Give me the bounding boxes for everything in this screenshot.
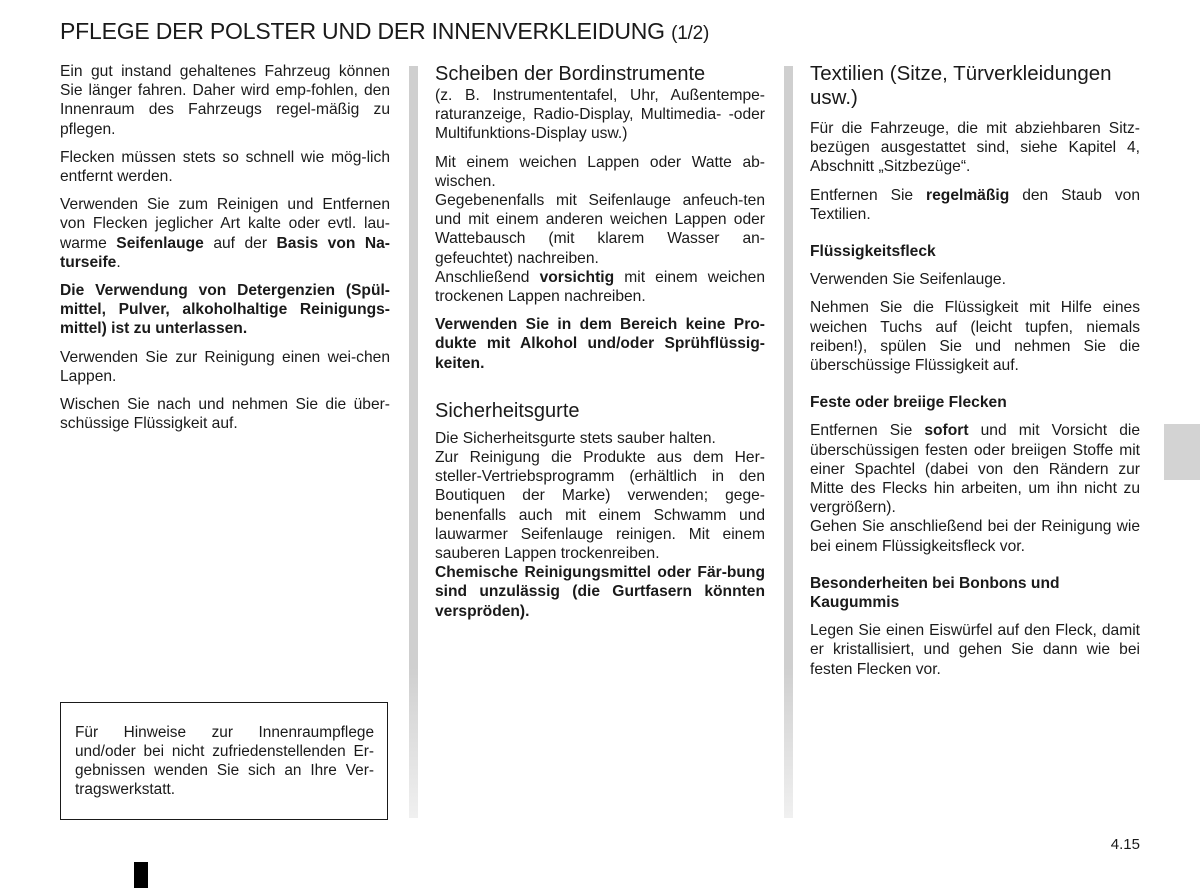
page-number: 4.15 [1110,836,1140,853]
heading-seat-belts: Sicherheitsgurte [435,399,580,422]
text-run: Anschließend [435,268,540,286]
note-box: Für Hinweise zur Innenraumpflege und/oder bei nicht zufriedenstellenden Er-gebnissen wenden Sie sich an Ihre Ver-tragswerkstatt. [60,702,388,820]
column-divider [409,66,418,818]
text-run: . [116,253,121,271]
heading-solid-stain: Feste oder breiige Flecken [810,394,1007,412]
seat-covers-paragraph: Für die Fahrzeuge, die mit abziehbaren Sitz-bezügen ausgestattet sind, siehe Kapitel 4, Abschnitt „Sitzbezüge“. [810,120,1140,176]
column-textiles [810,62,1140,688]
dab-paragraph: Nehmen Sie die Flüssigkeit mit Hilfe eines weichen Tuchs auf (leicht tupfen, niemals reiben!), spülen Sie und nehmen Sie die überschüssige Flüssigkeit auf. [810,299,1140,375]
bold-run: Basis von Na-turseife [60,234,391,271]
ice-cube-paragraph: Legen Sie einen Eiswürfel auf den Fleck, damit er kristallisiert, und gehen Sie dann wie bei festen Flecken vor. [810,622,1140,678]
bold-run: Seifenlauge [116,234,204,252]
text-run: mit einem weichen trockenen Lappen nachreiben. [435,268,765,306]
heading-liquid-stain: Flüssigkeitsfleck [810,243,936,261]
text-run: auf der [203,234,277,252]
heading-instrument-screens: Scheiben der Bordinstrumente [435,63,706,85]
bold-run: sofort [924,422,969,440]
text-run: den Staub von Textilien. [810,186,1140,223]
wipe-instruction: Mit einem weichen Lappen oder Watte ab-wischen. [435,153,765,190]
spatula-paragraph [810,421,1140,517]
title-part: (1/2) [671,23,710,44]
stains-paragraph: Flecken müssen stets so schnell wie mög-lich entfernt werden. [60,148,390,186]
text-run: Verwenden Sie zum Reinigen und Entfernen von Flecken jeglicher Art kalte oder evtl. lau-warme [60,196,390,252]
heading-sweets-gum: Besonderheiten bei Bonbons und Kaugummis [810,574,1060,612]
belts-products-paragraph: Zur Reinigung die Produkte aus dem Her-steller-Vertriebsprogramm (erhältlich in den Boutiquen der Marke) verwenden; gege-benenfalls auch mit einem Schwamm und lauwarmer Seifenlauge reinigen. Mit einem sauberen Lappen trockenreiben. [435,449,765,563]
text-run: und mit Vorsicht die überschüssigen festen oder breiigen Stoffe mit einer Spachtel (dabei von den Rändern zur Mitte des Flecks hin arbeiten, um ihn nicht zu vergrößern). [810,422,1141,517]
alcohol-warning: Verwenden Sie in dem Bereich keine Pro-dukte mit Alkohol und/oder Sprühflüssig-keiten. [435,316,765,372]
cloth-paragraph: Verwenden Sie zur Reinigung einen wei-chen Lappen. [60,348,390,385]
cleaning-paragraph [60,195,390,272]
heading-textiles: Textilien (Sitze, Türverkleidungen usw.) [810,62,1112,109]
instrument-examples: (z. B. Instrumententafel, Uhr, Außentempe-raturanzeige, Radio-Display, Multimedia- -oder Multifunktions-Display usw.) [435,87,765,143]
column-general-care [60,62,390,442]
dampen-instruction: Gegebenenfalls mit Seifenlauge anfeuch-ten und mit einem anderen weichen Lappen oder Wattebausch (mit klarem Wasser an-gefeuchtet) nachreiben. [435,192,765,267]
dust-paragraph [810,186,1140,224]
dry-instruction [435,268,765,306]
column-instruments-belts [435,62,765,630]
belts-chemical-warning: Chemische Reinigungsmittel oder Fär-bung sind unzulässig (die Gurtfasern könnten verspröden). [435,564,765,620]
chapter-tab [1164,424,1200,480]
intro-paragraph: Ein gut instand gehaltenes Fahrzeug können Sie länger fahren. Daher wird emp-fohlen, den Innenraum des Fahrzeugs regel-mäßig zu pflegen. [60,63,390,138]
wipe-paragraph: Wischen Sie nach und nehmen Sie die über-schüssige Flüssigkeit auf. [60,396,390,433]
then-paragraph: Gehen Sie anschließend bei der Reinigung wie bei einem Flüssigkeitsfleck vor. [810,518,1140,555]
bold-run: regelmäßig [926,186,1010,204]
detergent-warning: Die Verwendung von Detergenzien (Spül-mittel, Pulver, alkoholhaltige Reinigungs-mittel) ist zu unterlassen. [60,282,390,338]
belts-clean-paragraph: Die Sicherheitsgurte stets sauber halten. [435,429,716,447]
text-run: Entfernen Sie [810,422,925,440]
print-mark [134,862,148,888]
title-main: PFLEGE DER POLSTER UND DER INNENVERKLEIDUNG [60,18,665,44]
soap-paragraph: Verwenden Sie Seifenlauge. [810,271,1006,289]
text-run: Entfernen Sie [810,186,927,204]
column-divider [784,66,793,818]
page-title [60,18,1160,45]
bold-run: vorsichtig [539,268,615,286]
